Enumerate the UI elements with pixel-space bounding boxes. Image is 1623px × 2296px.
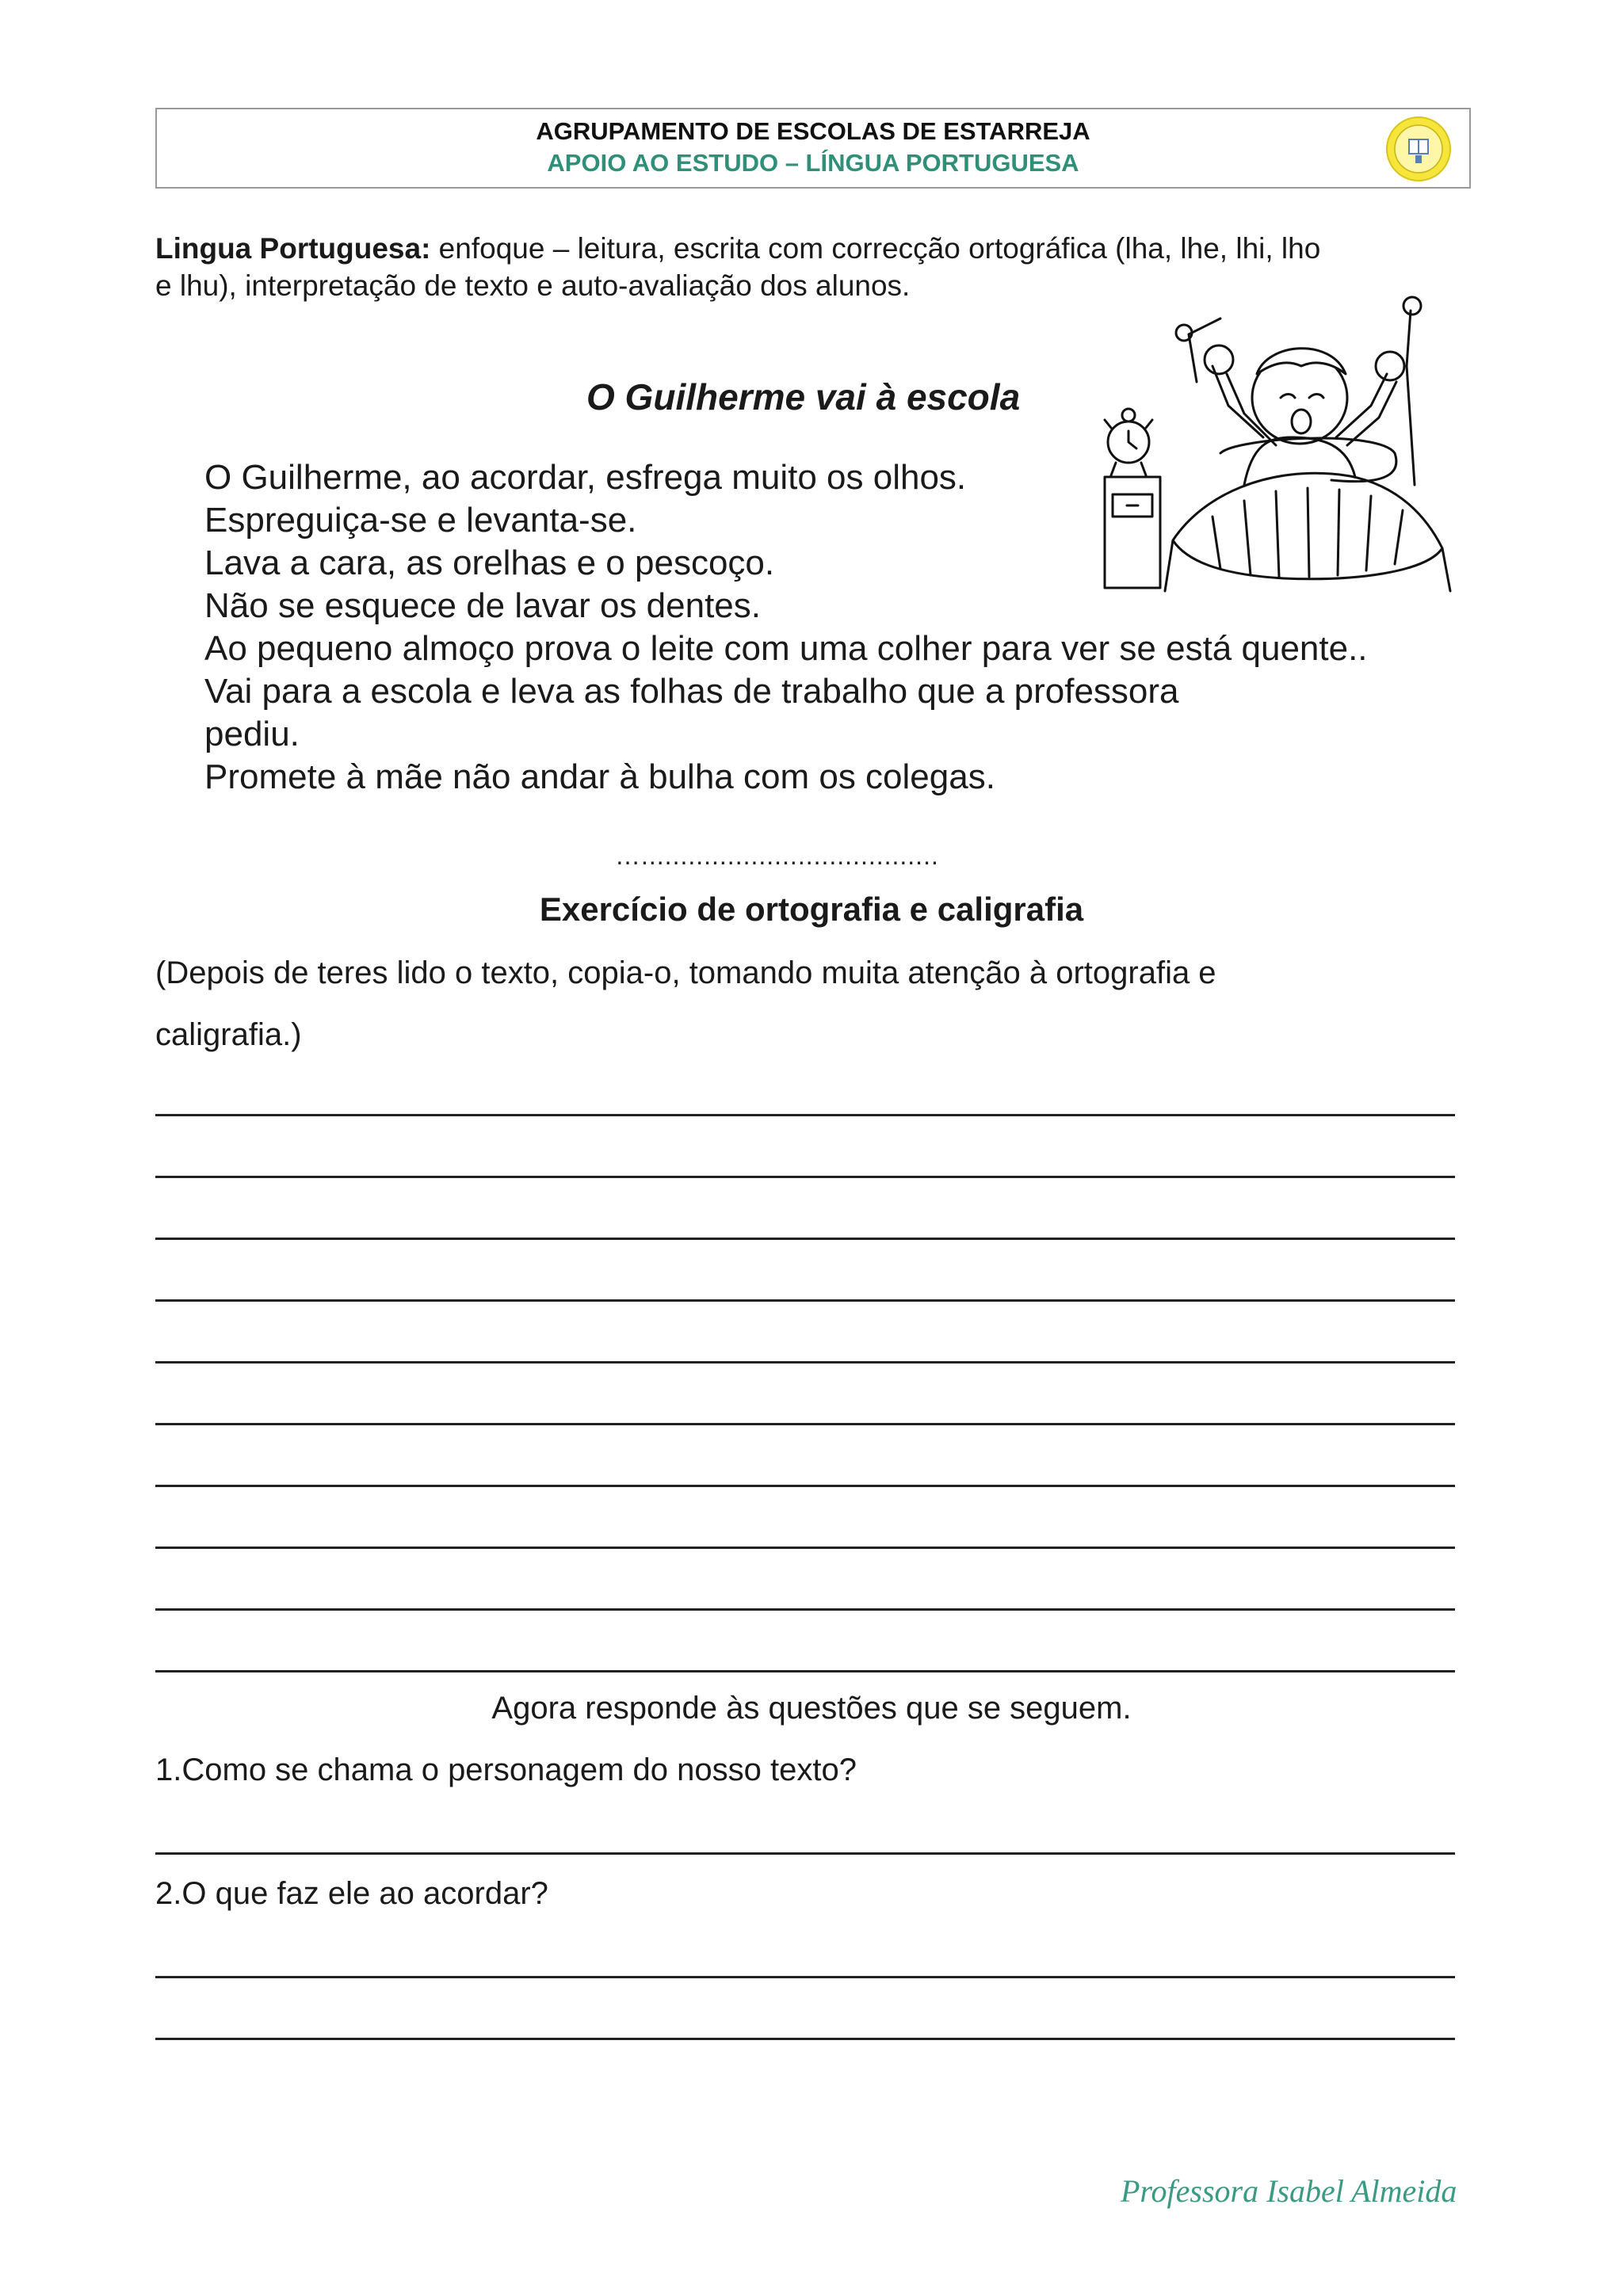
dotted-separator: …...................................... xyxy=(615,841,939,870)
writing-line[interactable] xyxy=(155,1423,1455,1425)
writing-line[interactable] xyxy=(155,1299,1455,1302)
story-line: Ao pequeno almoço prova o leite com uma colher para ver se está quente.. xyxy=(204,629,1368,668)
story-title: O Guilherme vai à escola xyxy=(586,376,1021,418)
story-line: Promete à mãe não andar à bulha com os colegas. xyxy=(204,757,995,796)
writing-line[interactable] xyxy=(155,1361,1455,1363)
writing-line[interactable] xyxy=(155,1238,1455,1240)
subject-title: APOIO AO ESTUDO – LÍNGUA PORTUGUESA xyxy=(547,149,1079,177)
story-line: Lava a cara, as orelhas e o pescoço. xyxy=(204,543,775,582)
story-line: pediu. xyxy=(204,715,300,753)
questions-prompt: Agora responde às questões que se seguem. xyxy=(491,1691,1132,1726)
question-1: 1.Como se chama o personagem do nosso texto? xyxy=(155,1753,857,1787)
writing-line[interactable] xyxy=(155,1670,1455,1672)
intro-label: Lingua Portuguesa: xyxy=(155,232,431,265)
header-box xyxy=(155,108,1471,189)
writing-line[interactable] xyxy=(155,1608,1455,1611)
writing-line[interactable] xyxy=(155,1176,1455,1178)
boy-waking-up-in-bed-icon xyxy=(1094,287,1458,596)
writing-line[interactable] xyxy=(155,1547,1455,1549)
exercise-title: Exercício de ortografia e caligrafia xyxy=(539,891,1084,928)
writing-line[interactable] xyxy=(155,1485,1455,1487)
exercise-instruction-2: caligrafia.) xyxy=(155,1017,302,1052)
school-name: AGRUPAMENTO DE ESCOLAS DE ESTARREJA xyxy=(536,117,1090,145)
answer-line[interactable] xyxy=(155,1976,1455,1978)
exercise-instruction: (Depois de teres lido o texto, copia-o, tomando muita atenção à ortografia e xyxy=(155,955,1216,990)
story-line: Não se esquece de lavar os dentes. xyxy=(204,586,762,625)
school-emblem-icon xyxy=(1385,116,1452,182)
story-line: Espreguiça-se e levanta-se. xyxy=(204,501,637,540)
writing-line[interactable] xyxy=(155,1114,1455,1116)
answer-line[interactable] xyxy=(155,2038,1455,2040)
teacher-signature: Professora Isabel Almeida xyxy=(1121,2173,1457,2209)
question-2: 2.O que faz ele ao acordar? xyxy=(155,1876,548,1911)
answer-line[interactable] xyxy=(155,1852,1455,1855)
story-line: O Guilherme, ao acordar, esfrega muito os olhos. xyxy=(204,458,967,497)
intro-text-2: e lhu), interpretação de texto e auto-avaliação dos alunos. xyxy=(155,269,911,302)
intro-text-1: enfoque – leitura, escrita com correcção ortográfica (lha, lhe, lhi, lho xyxy=(430,232,1321,265)
story-line: Vai para a escola e leva as folhas de trabalho que a professora xyxy=(204,672,1179,711)
